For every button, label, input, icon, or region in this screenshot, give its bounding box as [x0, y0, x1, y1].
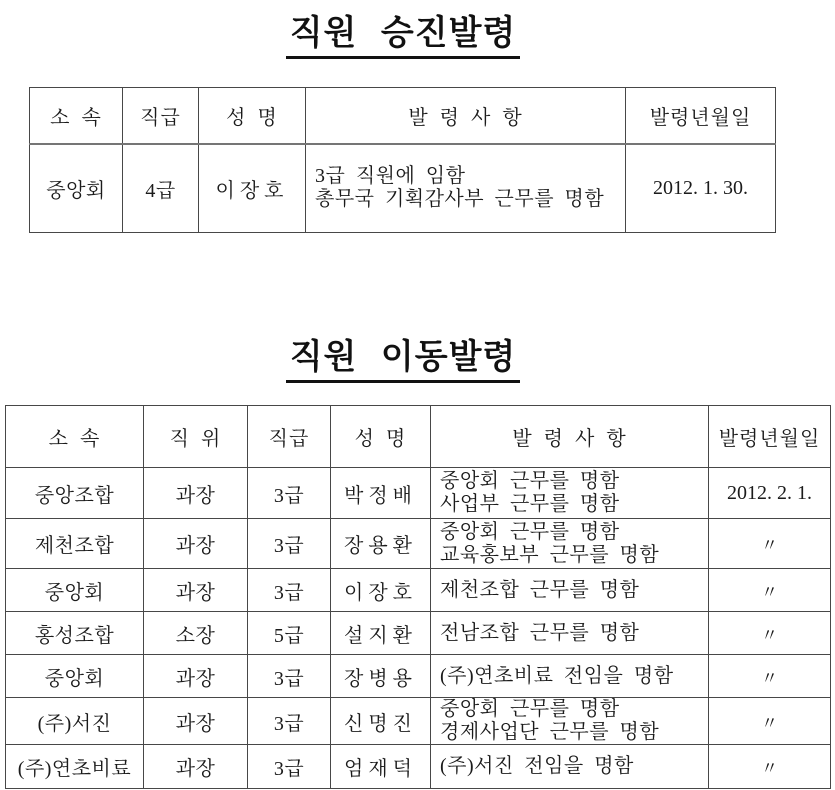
cell-order [431, 698, 709, 745]
promotion-title [0, 5, 806, 59]
order-line: 중앙회 근무를 명함 [440, 470, 620, 492]
cell-affiliation: 홍성조합 [6, 612, 144, 655]
transfer-col-name: 성 명 [331, 406, 431, 468]
order-line: (주)서진 전임을 명함 [440, 755, 634, 777]
transfer-header-row [6, 406, 831, 468]
table-row [6, 519, 831, 569]
order-line: 중앙회 근무를 명함 [440, 698, 620, 720]
order-line: 사업부 근무를 명함 [440, 493, 620, 515]
cell-grade: 3급 [248, 519, 331, 569]
order-line: 총무국 기획감사부 근무를 명함 [315, 188, 605, 211]
transfer-title-text: 직원 이동발령 [286, 329, 521, 383]
cell-position: 과장 [144, 698, 248, 745]
cell-grade: 3급 [248, 655, 331, 698]
cell-grade: 4급 [123, 144, 199, 233]
cell-affiliation: 중앙조합 [6, 468, 144, 519]
transfer-col-order: 발 령 사 항 [431, 406, 709, 468]
transfer-col-grade: 직급 [248, 406, 331, 468]
promotion-col-grade: 직급 [123, 88, 199, 144]
cell-name: 장용환 [331, 519, 431, 569]
cell-name: 이장호 [331, 569, 431, 612]
cell-order [431, 569, 709, 612]
cell-date: 2012. 1. 30. [626, 144, 776, 233]
cell-order [431, 745, 709, 789]
cell-order [306, 144, 626, 233]
promotion-col-affiliation: 소 속 [30, 88, 123, 144]
transfer-col-affiliation: 소 속 [6, 406, 144, 468]
cell-order [431, 519, 709, 569]
cell-position: 과장 [144, 569, 248, 612]
table-row [6, 612, 831, 655]
table-row [6, 468, 831, 519]
promotion-table [29, 87, 776, 233]
promotion-col-date: 발령년월일 [626, 88, 776, 144]
promotion-header-row [30, 88, 776, 144]
order-line: 중앙회 근무를 명함 [440, 520, 620, 543]
cell-grade: 3급 [248, 745, 331, 789]
cell-name: 신명진 [331, 698, 431, 745]
order-line: 전남조합 근무를 명함 [440, 621, 640, 644]
cell-name: 장병용 [331, 655, 431, 698]
cell-date: 〃 [709, 612, 831, 655]
transfer-col-position: 직 위 [144, 406, 248, 468]
cell-date: 〃 [709, 745, 831, 789]
cell-date: 〃 [709, 519, 831, 569]
cell-grade: 3급 [248, 569, 331, 612]
cell-date: 2012. 2. 1. [709, 468, 831, 519]
cell-name: 엄재덕 [331, 745, 431, 789]
promotion-title-text: 직원 승진발령 [286, 5, 521, 59]
cell-date: 〃 [709, 569, 831, 612]
cell-affiliation: 중앙회 [6, 655, 144, 698]
cell-affiliation: (주)서진 [6, 698, 144, 745]
promotion-col-order: 발 령 사 항 [306, 88, 626, 144]
cell-affiliation: 중앙회 [30, 144, 123, 233]
cell-position: 과장 [144, 745, 248, 789]
cell-order [431, 655, 709, 698]
promotion-col-name: 성 명 [199, 88, 306, 144]
cell-date: 〃 [709, 698, 831, 745]
cell-order [431, 468, 709, 519]
transfer-title [0, 329, 806, 383]
table-row [30, 144, 776, 233]
table-row [6, 698, 831, 745]
cell-grade: 3급 [248, 698, 331, 745]
cell-position: 과장 [144, 468, 248, 519]
cell-position: 과장 [144, 655, 248, 698]
cell-grade: 3급 [248, 468, 331, 519]
order-line: 교육홍보부 근무를 명함 [440, 543, 660, 566]
order-line: 3급 직원에 임함 [315, 165, 466, 188]
cell-affiliation: (주)연초비료 [6, 745, 144, 789]
cell-grade: 5급 [248, 612, 331, 655]
cell-affiliation: 제천조합 [6, 519, 144, 569]
cell-affiliation: 중앙회 [6, 569, 144, 612]
cell-date: 〃 [709, 655, 831, 698]
order-line: (주)연초비료 전임을 명함 [440, 664, 674, 687]
transfer-col-date: 발령년월일 [709, 406, 831, 468]
table-row [6, 745, 831, 789]
cell-name: 설지환 [331, 612, 431, 655]
cell-position: 소장 [144, 612, 248, 655]
cell-name: 이장호 [199, 144, 306, 233]
table-row [6, 655, 831, 698]
cell-order [431, 612, 709, 655]
cell-name: 박정배 [331, 468, 431, 519]
cell-position: 과장 [144, 519, 248, 569]
table-row [6, 569, 831, 612]
order-line: 제천조합 근무를 명함 [440, 578, 640, 601]
transfer-table [5, 405, 831, 789]
order-line: 경제사업단 근무를 명함 [440, 721, 660, 743]
